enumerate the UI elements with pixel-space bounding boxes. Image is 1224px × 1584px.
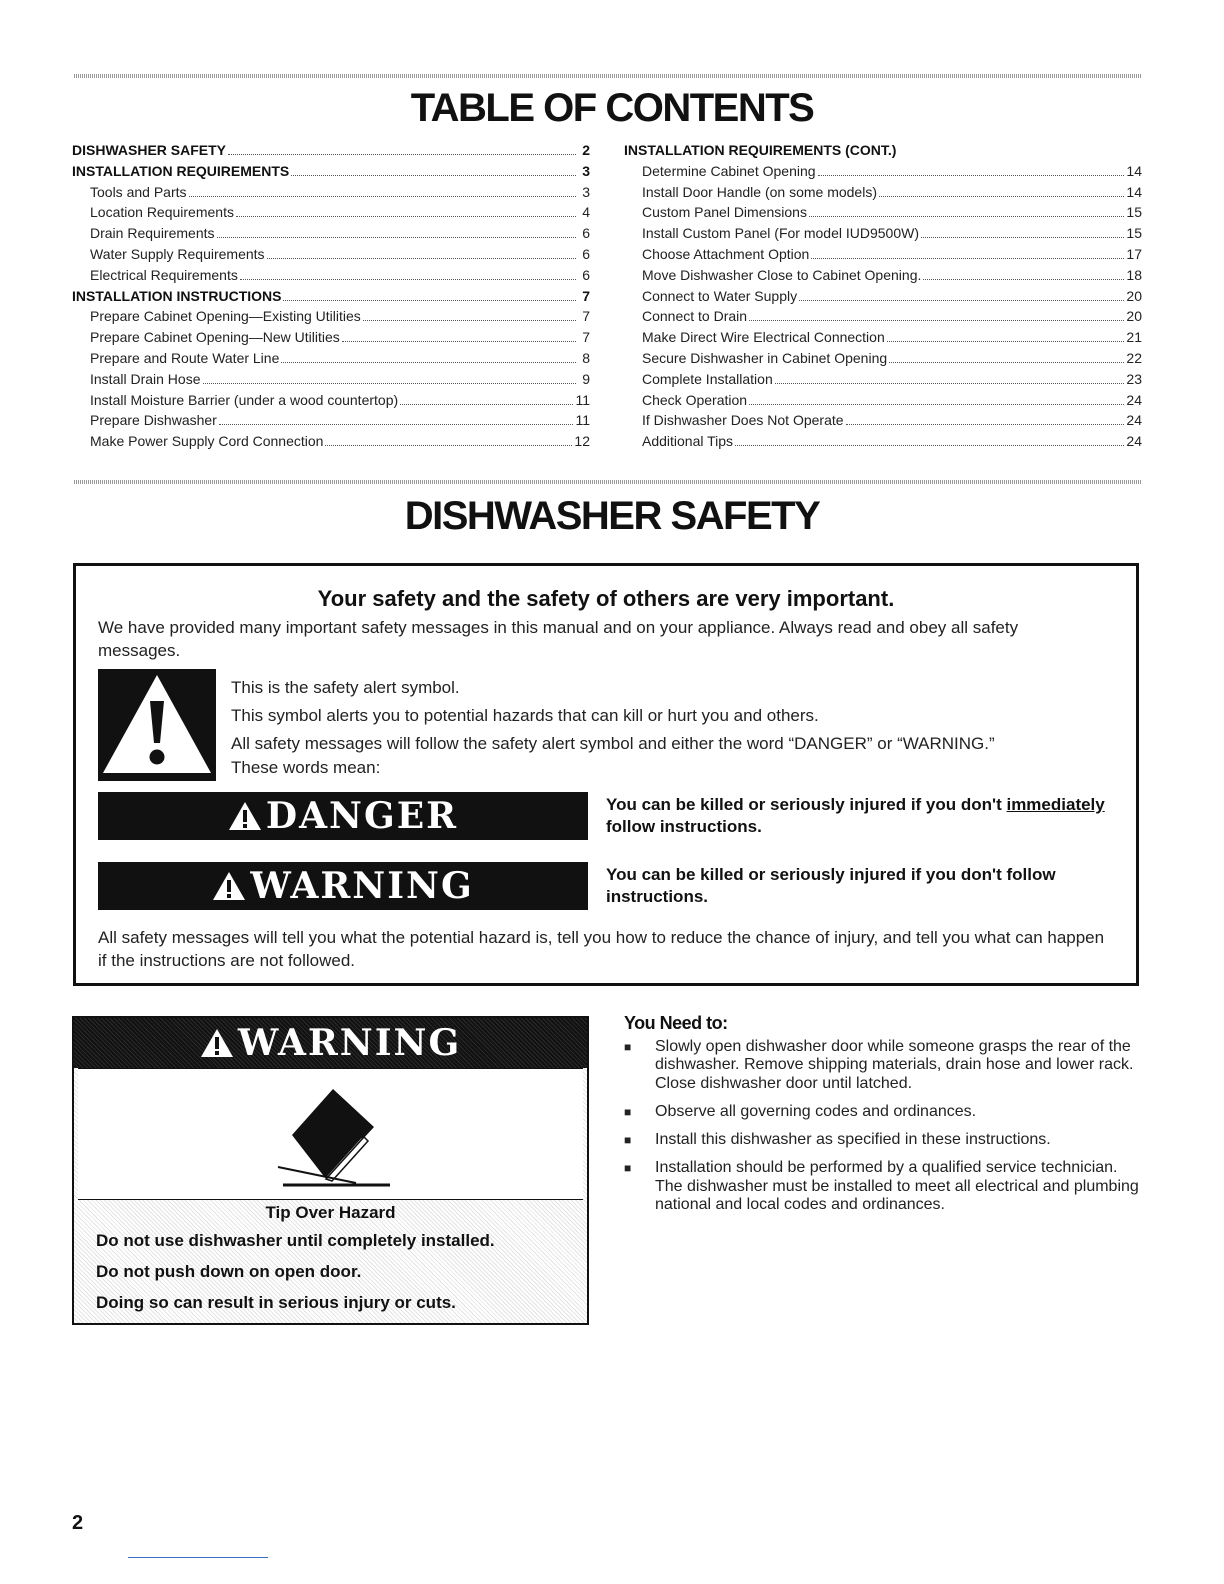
you-need-title: You Need to: [624, 1013, 728, 1033]
list-item: ■ Installation should be performed by a qualified service technician. The dishwasher must be installed to meet all electrical and plumbing national and local codes and ordinances. [624, 1159, 1139, 1214]
toc-entry[interactable]: Additional Tips 24 [642, 433, 1142, 450]
toc-entry[interactable]: Move Dishwasher Close to Cabinet Opening. 18 [642, 266, 1142, 283]
toc-entry[interactable]: Prepare and Route Water Line 8 [90, 349, 590, 366]
toc-entry[interactable]: Water Supply Requirements 6 [90, 245, 590, 262]
danger-label: DANGER [265, 795, 459, 837]
toc-entry[interactable]: Choose Attachment Option 17 [642, 245, 1142, 262]
toc-right-column [624, 140, 1142, 452]
toc-entry[interactable]: DISHWASHER SAFETY 2 [72, 142, 590, 158]
bullet-icon: ■ [624, 1040, 632, 1054]
safety-message-box [73, 563, 1139, 986]
safety-title: DISHWASHER SAFETY [404, 494, 820, 538]
warning-signal-bar [98, 862, 588, 910]
toc-entry[interactable]: Connect to Water Supply 20 [642, 287, 1142, 304]
tip-over-warning-box [72, 1016, 589, 1325]
alert-triangle-icon [228, 801, 262, 831]
toc-entry[interactable]: Install Custom Panel (For model IUD9500W) 15 [642, 225, 1142, 242]
toc-entry[interactable]: Secure Dishwasher in Cabinet Opening 22 [642, 349, 1142, 366]
you-need-section [624, 1013, 1144, 1224]
toc-entry[interactable]: Complete Installation 23 [642, 370, 1142, 387]
toc-entry[interactable]: Prepare Cabinet Opening—New Utilities 7 [90, 329, 590, 346]
list-item: ■ Slowly open dishwasher door while someone grasps the rear of the dishwasher. Remove shipping materials, drain hose and lower rack. Close dishwasher door until latched. [624, 1038, 1134, 1092]
hazard-line: Doing so can result in serious injury or cuts. [96, 1293, 456, 1312]
page-number: 2 [72, 1512, 84, 1534]
tip-over-icon [78, 1068, 583, 1200]
list-item: ■ Install this dishwasher as specified in these instructions. [624, 1131, 1051, 1149]
toc-entry[interactable]: Install Door Handle (on some models) 14 [642, 183, 1142, 200]
top-rule [74, 74, 1142, 78]
toc-entry[interactable]: If Dishwasher Does Not Operate 24 [642, 412, 1142, 429]
safety-closing: All safety messages will tell you what the potential hazard is, tell you how to reduce the chance of injury, and tell you what can happen if the instructions are not followed. [98, 928, 1105, 970]
tip-over-warning-bar [74, 1018, 587, 1068]
hazard-line: Do not push down on open door. [96, 1262, 362, 1281]
safety-alert-symbol-icon [98, 669, 216, 781]
toc-entry[interactable]: Custom Panel Dimensions 15 [642, 204, 1142, 221]
toc-entry[interactable]: Drain Requirements 6 [90, 225, 590, 242]
hazard-line: Do not use dishwasher until completely installed. [96, 1231, 495, 1250]
safety-intro: We have provided many important safety messages in this manual and on your appliance. Always read and obey all safety messages. [98, 618, 1019, 660]
alert-triangle-icon [212, 871, 246, 901]
danger-signal-bar [98, 792, 588, 840]
safety-heading: Your safety and the safety of others are very important. [317, 586, 895, 611]
toc-entry[interactable]: Check Operation 24 [642, 391, 1142, 408]
safety-symbol-explanation [231, 674, 1111, 778]
symbol-line: These words mean: [231, 758, 381, 777]
toc-entry[interactable]: Location Requirements 4 [90, 204, 590, 221]
toc-entry[interactable]: Prepare Cabinet Opening—Existing Utilities 7 [90, 308, 590, 325]
toc-left-column [72, 140, 590, 452]
danger-meaning: You can be killed or seriously injured if you don't immediately follow instructions. [606, 795, 1105, 836]
middle-rule [74, 480, 1142, 484]
bullet-icon: ■ [624, 1133, 632, 1148]
tip-warning-label: WARNING [237, 1022, 462, 1064]
toc-section-heading: INSTALLATION REQUIREMENTS (CONT.) [624, 142, 897, 158]
bullet-icon: ■ [624, 1161, 632, 1176]
symbol-line: This is the safety alert symbol. [231, 678, 460, 697]
alert-triangle-icon [200, 1028, 234, 1058]
symbol-line: All safety messages will follow the safety alert symbol and either the word “DANGER” or “WARNING.” [231, 734, 995, 753]
toc-entry[interactable]: Make Direct Wire Electrical Connection 21 [642, 329, 1142, 346]
toc-entry[interactable]: INSTALLATION INSTRUCTIONS 7 [72, 287, 590, 304]
toc-entry[interactable]: Determine Cabinet Opening 14 [642, 162, 1142, 179]
toc-title: TABLE OF CONTENTS [410, 86, 814, 130]
toc-entry[interactable]: Install Moisture Barrier (under a wood countertop) 11 [90, 391, 590, 408]
bullet-icon: ■ [624, 1104, 632, 1119]
toc-entry[interactable]: Prepare Dishwasher 11 [90, 412, 590, 429]
toc-entry[interactable]: Install Drain Hose 9 [90, 370, 590, 387]
tip-over-text [74, 1201, 587, 1318]
warning-label: WARNING [250, 865, 474, 907]
warning-meaning: You can be killed or seriously injured if you don't follow instructions. [606, 865, 1056, 906]
toc-entry[interactable]: Connect to Drain 20 [642, 308, 1142, 325]
hazard-name: Tip Over Hazard [265, 1203, 396, 1222]
toc-entry[interactable]: INSTALLATION REQUIREMENTS 3 [72, 162, 590, 179]
toc-entry[interactable]: Tools and Parts 3 [90, 183, 590, 200]
list-item: ■ Observe all governing codes and ordinances. [624, 1102, 977, 1120]
symbol-line: This symbol alerts you to potential hazards that can kill or hurt you and others. [231, 706, 819, 725]
footer-link-line [128, 1557, 268, 1558]
toc-entry[interactable]: Make Power Supply Cord Connection 12 [90, 433, 590, 450]
toc-entry[interactable]: Electrical Requirements 6 [90, 266, 590, 283]
